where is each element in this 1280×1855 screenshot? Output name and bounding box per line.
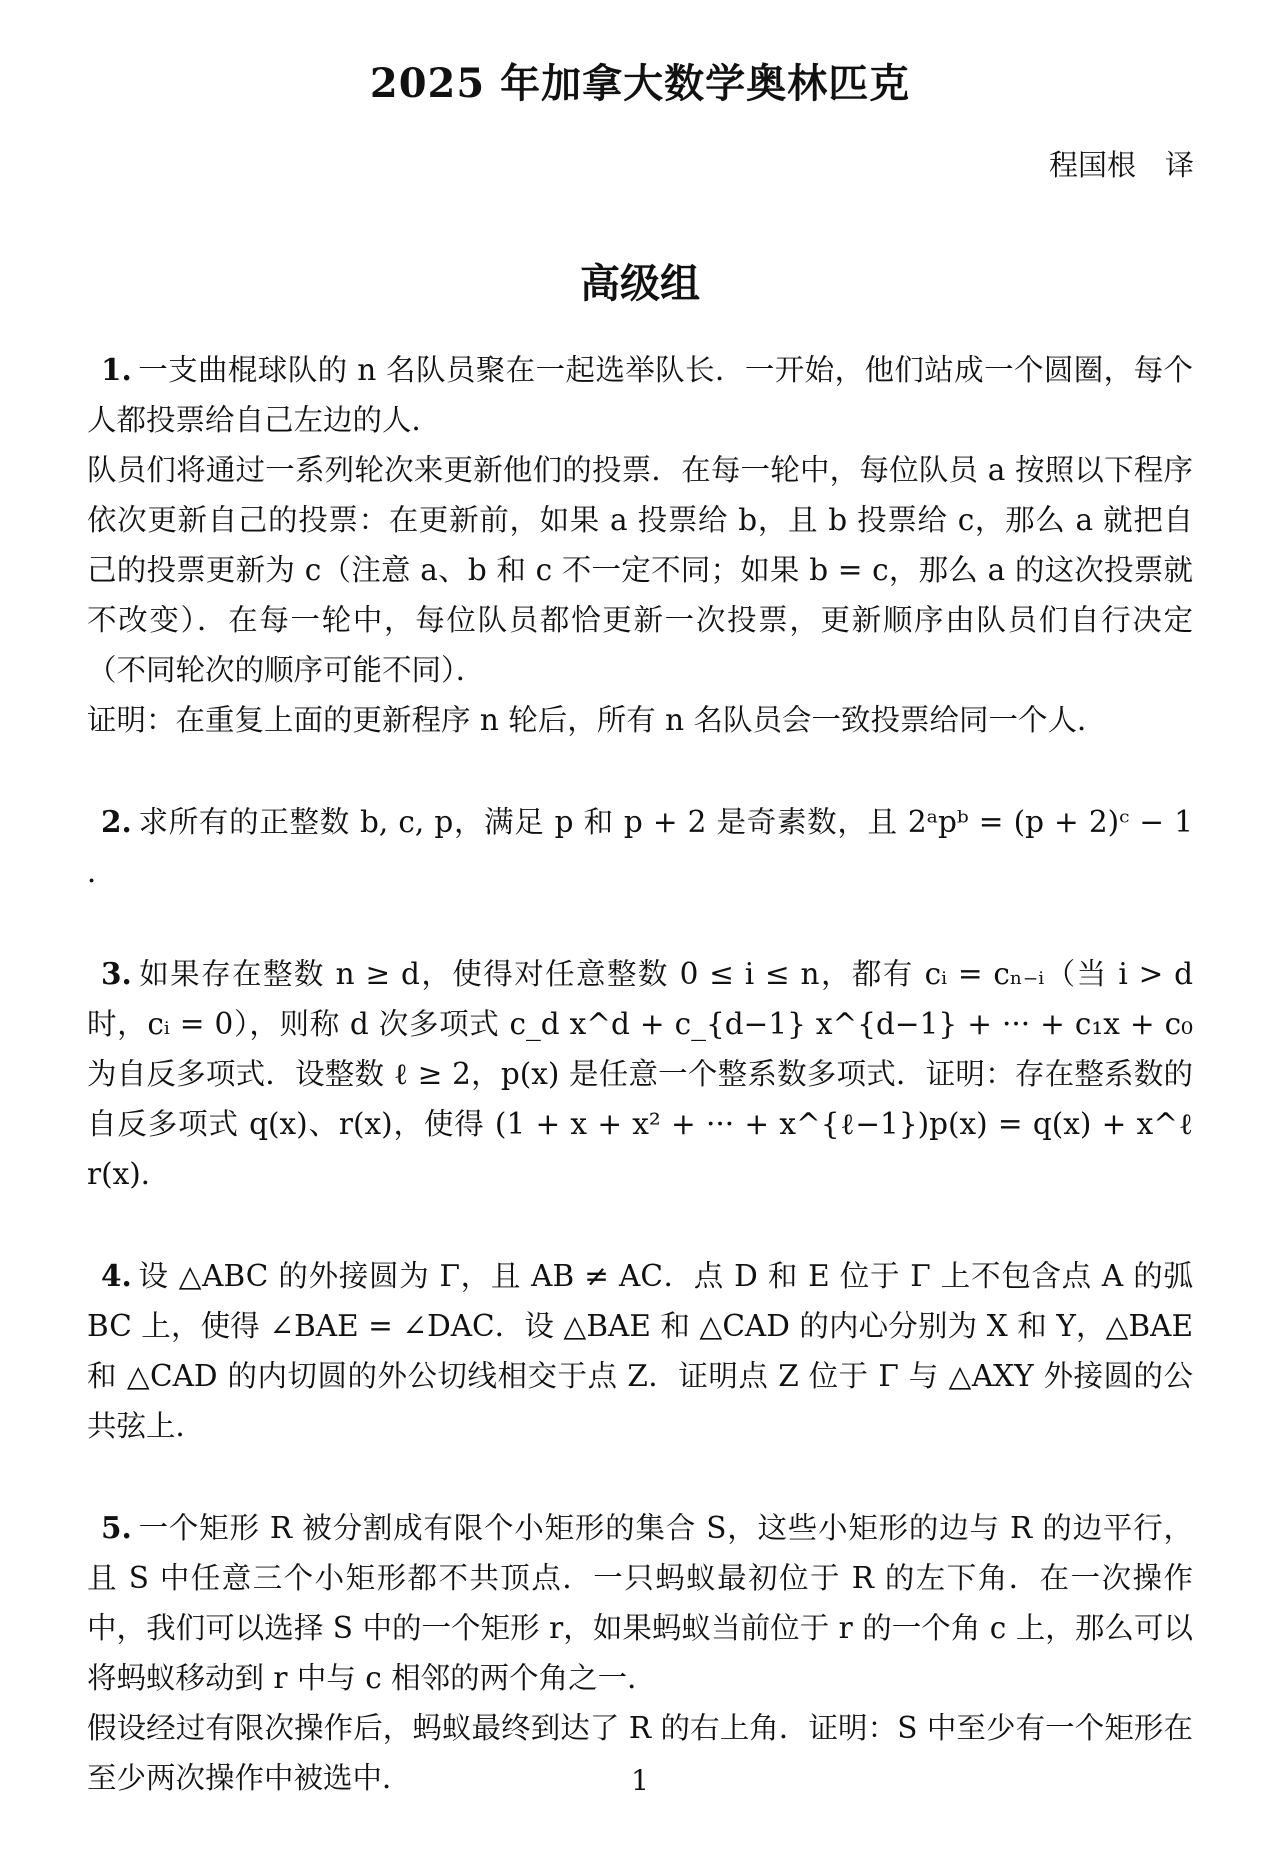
problem-text: 一支曲棍球队的 n 名队员聚在一起选举队长．一开始，他们站成一个圆圈，每个人都投票给自己左边的人．	[87, 353, 1193, 437]
problem-paragraph	[87, 1503, 1193, 1703]
problem-paragraph	[87, 345, 1193, 445]
problem-paragraph: 队员们将通过一系列轮次来更新他们的投票．在每一轮中，每位队员 a 按照以下程序依次更新自己的投票：在更新前，如果 a 投票给 b，且 b 投票给 c，那么 a 就把自己的投票更新为 c（注意 a、b 和 c 不一定不同；如果 b = c，那么 a 的这次投票就不改变）．在每一轮中，每位队员都恰更新一次投票，更新顺序由队员们自行决定（不同轮次的顺序可能不同）．	[87, 453, 1193, 687]
problem-text: 一个矩形 R 被分割成有限个小矩形的集合 S，这些小矩形的边与 R 的边平行，且 S 中任意三个小矩形都不共顶点．一只蚂蚁最初位于 R 的左下角．在一次操作中，我们可以选择 S 中的一个矩形 r，如果蚂蚁当前位于 r 的一个角 c 上，那么可以将蚂蚁移动到 r 中与 c 相邻的两个角之一．	[87, 1511, 1193, 1695]
problem-paragraph: 证明：在重复上面的更新程序 n 轮后，所有 n 名队员会一致投票给同一个人．	[87, 703, 1107, 737]
problem-number: 4.	[101, 1258, 132, 1293]
paper-title: 2025 年加拿大数学奥林匹克	[369, 60, 911, 107]
problem-number: 5.	[101, 1510, 132, 1545]
section-heading: 高级组	[580, 260, 700, 307]
problem-paragraph	[87, 797, 1193, 897]
problem-paragraph: 假设经过有限次操作后，蚂蚁最终到达了 R 的右上角．证明：S 中至少有一个矩形在至少两次操作中被选中．	[87, 1711, 1193, 1795]
problem-number: 3.	[101, 956, 132, 991]
problem-2	[87, 797, 1193, 897]
problem-paragraph	[87, 949, 1193, 1199]
problem-3	[87, 949, 1193, 1199]
problem-number: 2.	[101, 804, 132, 839]
problem-5	[87, 1503, 1193, 1803]
problem-number: 1.	[101, 352, 132, 387]
problem-1	[87, 345, 1193, 745]
problem-text: 如果存在整数 n ≥ d，使得对任意整数 0 ≤ i ≤ n，都有 cᵢ = cₙ₋ᵢ（当 i > d 时，cᵢ = 0），则称 d 次多项式 c_d x^d + c_{d−1} x^{d−1} + ··· + c₁x + c₀ 为自反多项式．设整数 ℓ ≥ 2，p(x) 是任意一个整系数多项式．证明：存在整系数的自反多项式 q(x)、r(x)，使得 (1 + x + x² + ··· + x^{ℓ−1})p(x) = q(x) + x^ℓ r(x)．	[87, 957, 1193, 1191]
problem-text: 求所有的正整数 b, c, p，满足 p 和 p + 2 是奇素数，且 2ᵃpᵇ = (p + 2)ᶜ − 1 ．	[87, 805, 1193, 889]
problem-4	[87, 1251, 1193, 1451]
problem-list	[87, 345, 1193, 1855]
translator-credit: 程国根 译	[1048, 148, 1194, 182]
problem-text: 设 △ABC 的外接圆为 Γ，且 AB ≠ AC．点 D 和 E 位于 Γ 上不包含点 A 的弧 BC 上，使得 ∠BAE = ∠DAC．设 △BAE 和 △CAD 的内心分别为 X 和 Y，△BAE 和 △CAD 的内切圆的外公切线相交于点 Z．证明点 Z 位于 Γ 与 △AXY 外接圆的公共弦上．	[87, 1259, 1193, 1443]
problem-paragraph	[87, 1251, 1193, 1451]
page-number: 1	[631, 1764, 649, 1797]
